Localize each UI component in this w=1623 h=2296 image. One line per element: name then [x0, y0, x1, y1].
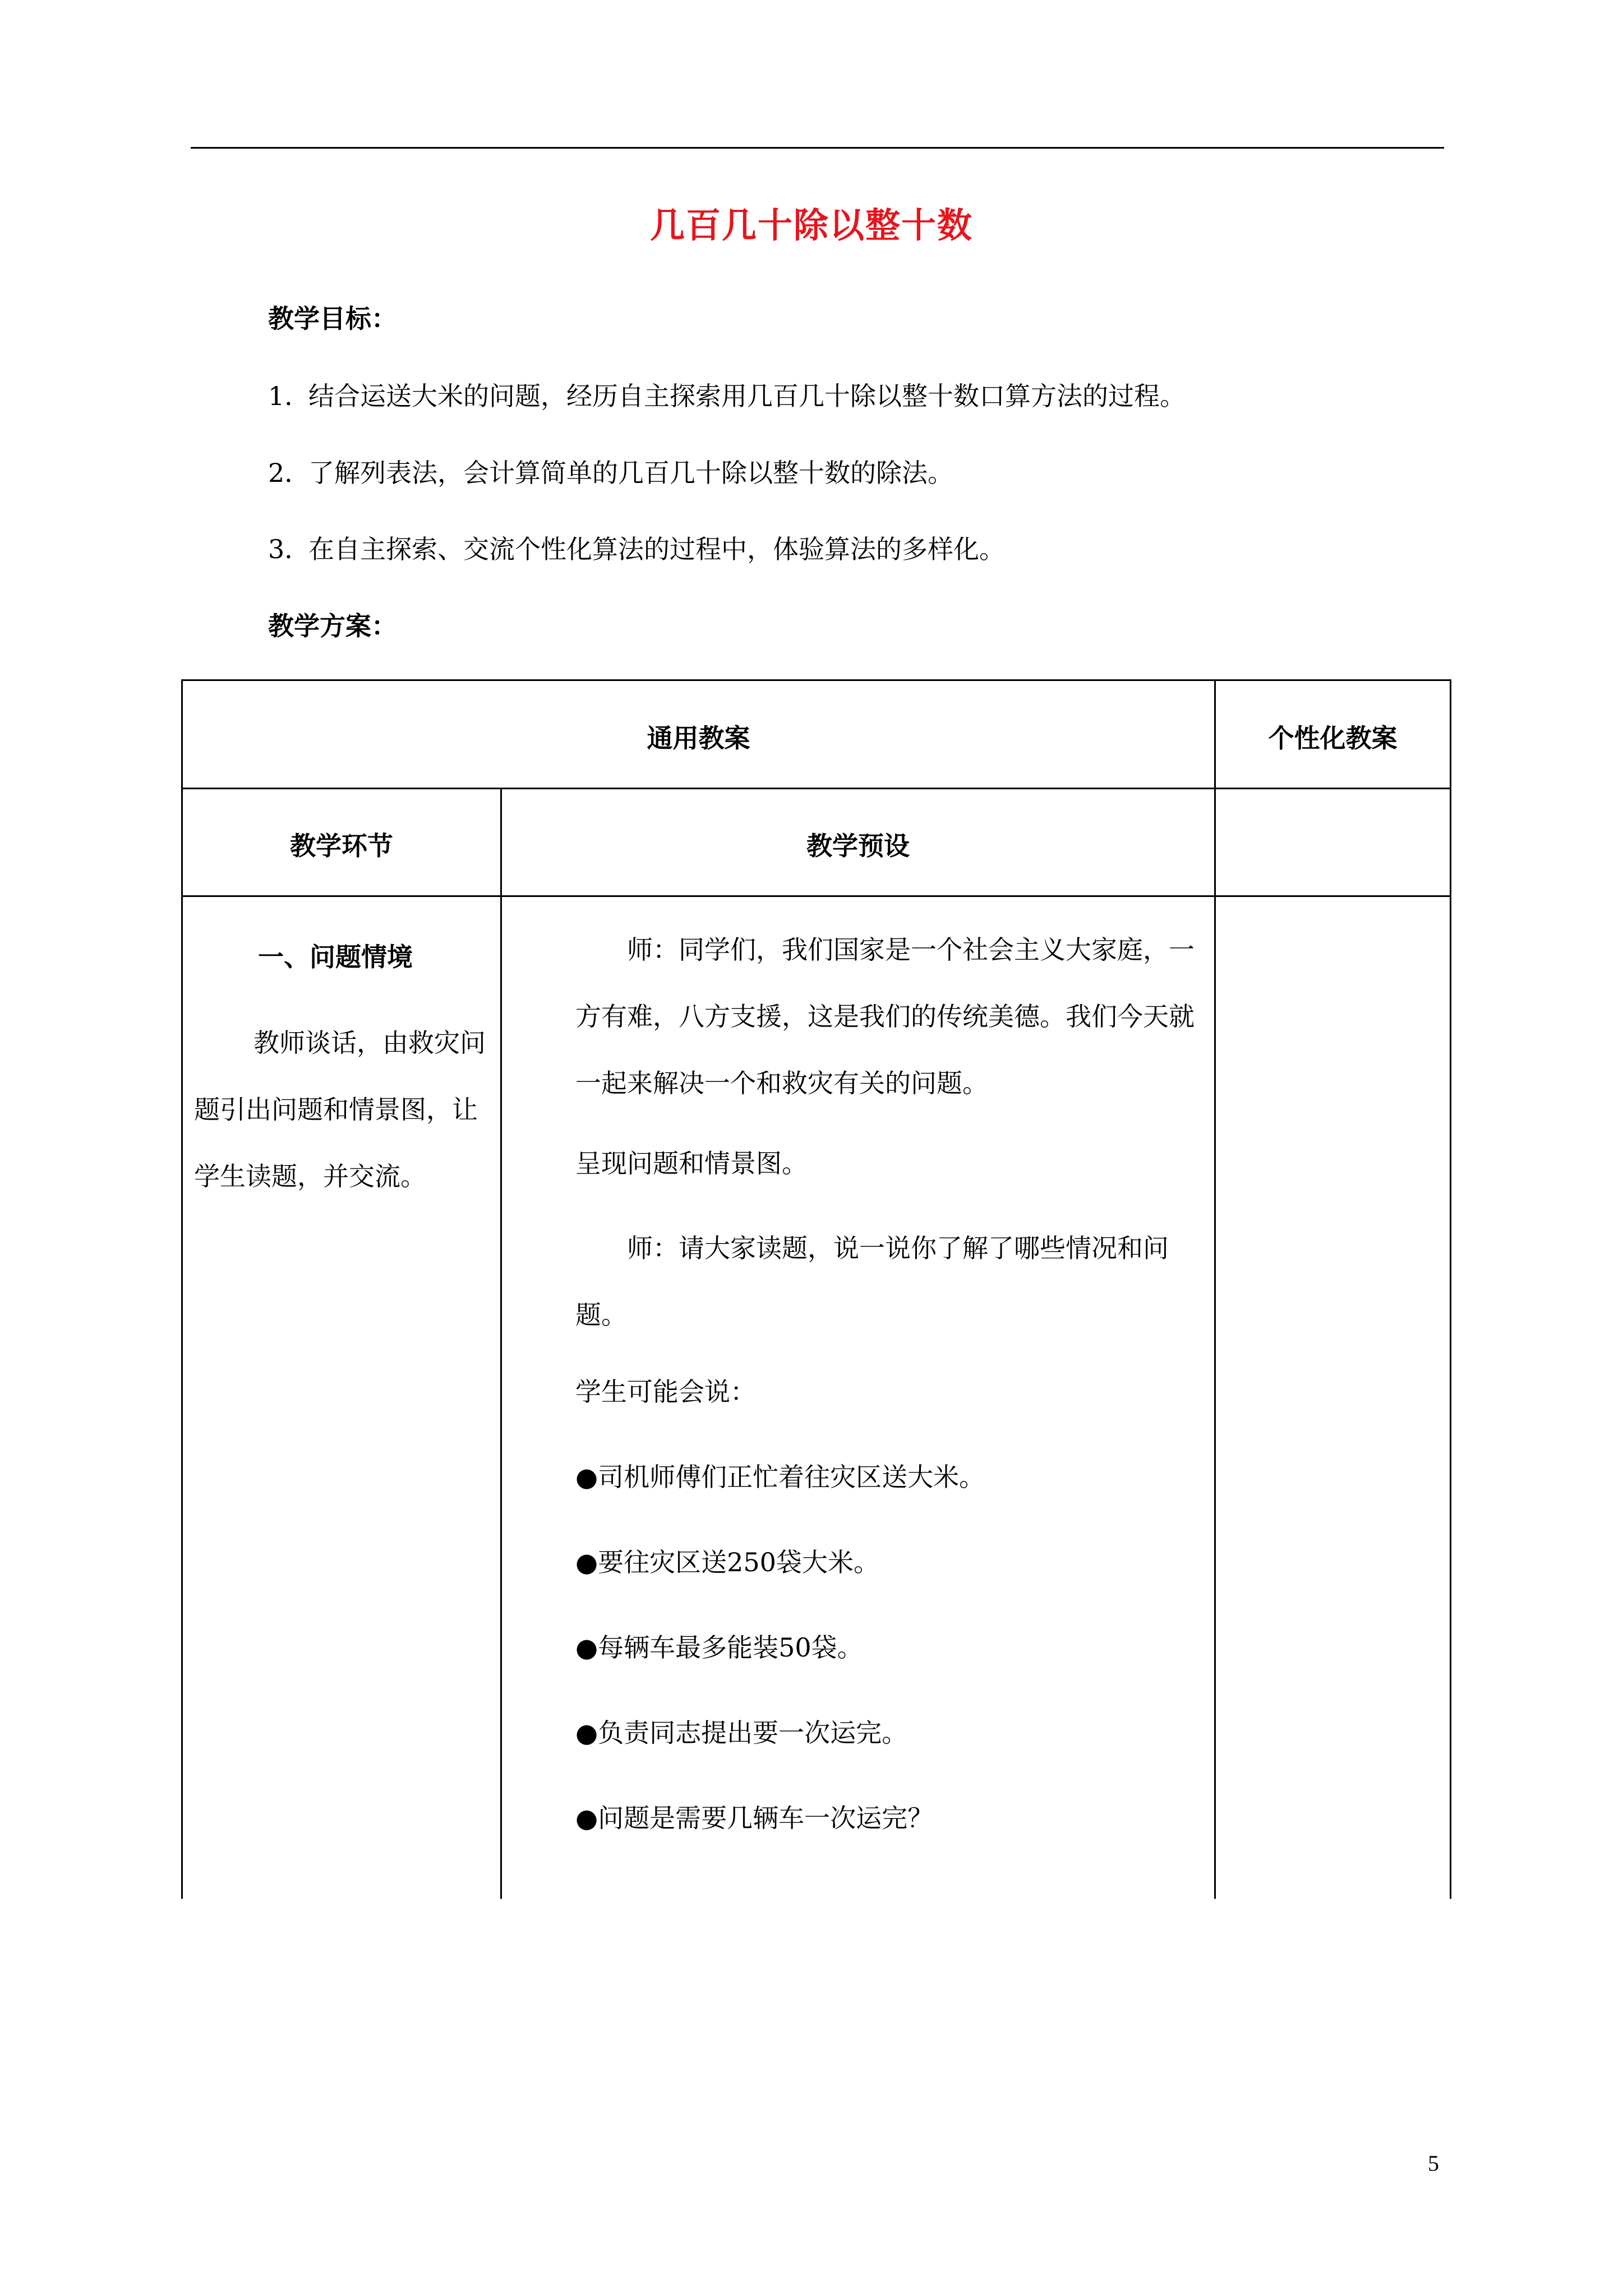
- list-item-text: 问题是需要几辆车一次运完？: [598, 1803, 934, 1833]
- list-item: [575, 1529, 1210, 1596]
- column-teaching-preset: 教学预设: [806, 831, 910, 861]
- objective-number: 2．: [268, 458, 311, 488]
- preset-paragraph: 呈现问题和情景图。: [575, 1148, 808, 1179]
- preset-paragraph: 师：请大家读题，说一说你了解了哪些情况和问题。: [575, 1233, 1169, 1330]
- page-number: 5: [1428, 2151, 1439, 2176]
- objective-text: 在自主探索、交流个性化算法的过程中，体验算法的多样化。: [308, 534, 1005, 564]
- objective-text: 结合运送大米的问题，经历自主探索用几百几十除以整十数口算方法的过程。: [308, 381, 1186, 411]
- objective-number: 1．: [268, 381, 311, 411]
- table-row-divider: [181, 895, 1451, 897]
- bullet-icon: ●: [575, 1547, 598, 1577]
- bullet-icon: ●: [575, 1462, 598, 1492]
- bullet-icon: ●: [575, 1718, 598, 1748]
- document-title: 几百几十除以整十数: [649, 205, 973, 246]
- list-item-text: 要往灾区送250袋大米。: [598, 1547, 879, 1577]
- list-item: [575, 1700, 1210, 1766]
- list-item: [575, 1614, 1210, 1681]
- bullet-icon: ●: [575, 1632, 598, 1663]
- phase-title: 一、问题情境: [258, 942, 413, 972]
- list-item: [575, 1444, 1210, 1511]
- list-item-text: 每辆车最多能装50袋。: [598, 1632, 863, 1663]
- phase-description: 教师谈话，由救灾问题引出问题和情景图，让学生读题，并交流。: [194, 1028, 486, 1191]
- table-border-top: [181, 679, 1451, 681]
- table-border-right: [1450, 679, 1451, 1899]
- table-row-divider: [181, 788, 1451, 789]
- objectives-heading: 教学目标：: [268, 303, 397, 334]
- table-column-divider: [500, 788, 502, 1899]
- bullet-icon: ●: [575, 1803, 598, 1833]
- header-general-plan: 通用教案: [647, 723, 750, 753]
- table-column-divider: [1214, 679, 1216, 1899]
- list-item-text: 负责同志提出要一次运完。: [598, 1718, 908, 1748]
- header-personalized-plan: 个性化教案: [1268, 723, 1398, 753]
- column-teaching-phase: 教学环节: [290, 831, 393, 861]
- objective-text: 了解列表法，会计算简单的几百几十除以整十数的除法。: [308, 458, 953, 488]
- list-item: [575, 1785, 1210, 1852]
- preset-paragraph: 师：同学们，我们国家是一个社会主义大家庭，一方有难，八方支援，这是我们的传统美德。我们今天就一起来解决一个和救灾有关的问题。: [575, 935, 1195, 1098]
- preset-paragraph: 学生可能会说：: [575, 1377, 756, 1407]
- objective-number: 3．: [268, 534, 311, 564]
- list-item-text: 司机师傅们正忙着往灾区送大米。: [598, 1462, 985, 1492]
- plan-heading: 教学方案：: [268, 611, 397, 641]
